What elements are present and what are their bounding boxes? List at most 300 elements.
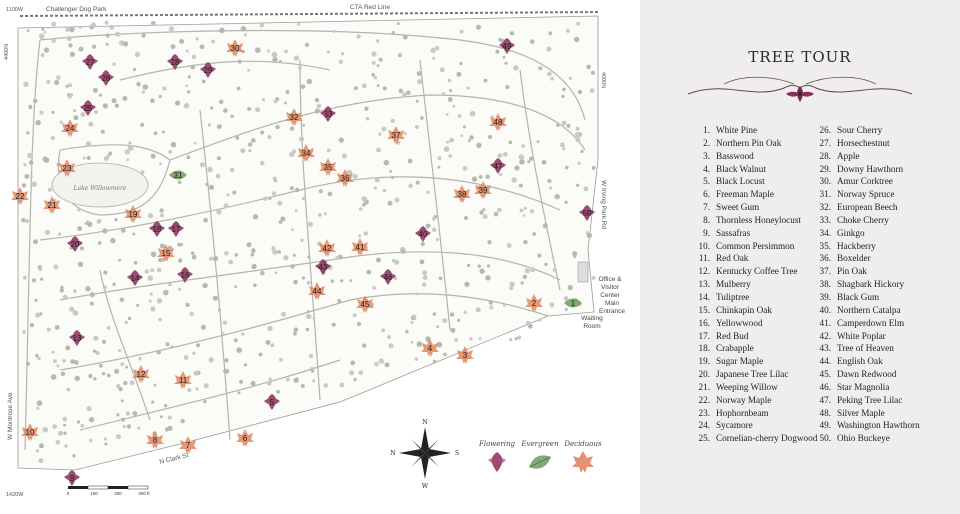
- tree-dot: [202, 80, 206, 84]
- tree-dot: [260, 130, 264, 134]
- legend-evergreen: Evergreen: [521, 440, 559, 448]
- tree-number: 30.: [819, 176, 831, 187]
- tree-dot: [63, 432, 66, 435]
- tree-name: Horsechestnut: [837, 137, 890, 148]
- tree-dot: [389, 170, 392, 173]
- tree-dot: [200, 44, 205, 49]
- tree-list-item: [809, 304, 920, 317]
- tree-marker-number: 48: [493, 118, 503, 127]
- tree-dot: [537, 140, 540, 143]
- tree-dot: [112, 98, 117, 103]
- tree-marker-number: 37: [391, 131, 401, 140]
- tree-list-item: [809, 317, 920, 330]
- tree-list-item: [809, 368, 920, 381]
- tree-dot: [464, 216, 468, 220]
- tree-dot: [27, 29, 30, 32]
- tree-dot: [21, 218, 25, 222]
- tree-name: Black Walnut: [716, 163, 766, 174]
- tree-dot: [41, 28, 44, 31]
- tree-dot: [327, 51, 330, 54]
- tree-dot: [415, 292, 418, 295]
- tree-dot: [358, 234, 361, 237]
- tree-number: 17.: [698, 330, 710, 341]
- tree-dot: [60, 288, 64, 292]
- tree-dot: [359, 207, 363, 211]
- tree-dot: [185, 85, 188, 88]
- tree-name: Camperdown Elm: [837, 317, 905, 328]
- tree-dot: [260, 271, 265, 276]
- tree-marker-number: 25: [83, 104, 93, 113]
- tree-list-item: [809, 407, 920, 420]
- tree-marker-number: 4: [427, 344, 433, 353]
- tree-dot: [162, 131, 165, 134]
- tree-dot: [507, 243, 512, 248]
- tree-list-item: [809, 163, 920, 176]
- tree-dot: [420, 116, 424, 120]
- tree-dot: [560, 143, 565, 148]
- tree-dot: [280, 217, 285, 222]
- tree-marker-number: 40: [418, 230, 428, 239]
- office-label-1: Office &: [598, 276, 622, 283]
- tree-dot: [340, 383, 345, 388]
- tree-list-item: [688, 317, 817, 330]
- tree-dot: [125, 149, 130, 154]
- tree-dot: [583, 187, 588, 192]
- tree-dot: [75, 376, 80, 381]
- tree-number: 5.: [703, 176, 710, 187]
- tree-dot: [73, 115, 78, 120]
- flourish-ornament-icon: [684, 70, 916, 106]
- tree-dot: [137, 427, 140, 430]
- tree-dot: [452, 105, 455, 108]
- tree-dot: [340, 279, 343, 282]
- tree-dot: [86, 220, 89, 223]
- tree-dot: [24, 174, 29, 179]
- tree-dot: [388, 201, 393, 206]
- tree-list-item: [688, 201, 817, 214]
- tree-dot: [171, 346, 174, 349]
- tree-dot: [105, 21, 109, 25]
- tree-dot: [51, 374, 57, 380]
- tree-dot: [498, 153, 503, 158]
- tree-number: 19.: [698, 356, 710, 367]
- tree-dot: [384, 160, 390, 166]
- tree-dot: [374, 76, 377, 79]
- tree-dot: [495, 50, 499, 54]
- tree-dot: [93, 350, 96, 353]
- tree-dot: [315, 98, 319, 102]
- svg-text:S: S: [454, 450, 460, 457]
- tree-dot: [154, 131, 158, 135]
- tree-marker-number: 33: [323, 110, 333, 119]
- tree-name: Northern Pin Oak: [716, 137, 782, 148]
- tree-dot: [436, 238, 439, 241]
- tree-name: Tuliptree: [716, 291, 750, 302]
- tree-dot: [408, 184, 412, 188]
- tree-dot: [488, 135, 492, 139]
- tree-dot: [443, 353, 447, 357]
- tree-dot: [456, 72, 461, 77]
- tree-name: Freeman Maple: [716, 189, 774, 200]
- tree-dot: [43, 427, 49, 433]
- tree-dot: [417, 79, 422, 84]
- tree-dot: [422, 282, 426, 286]
- tree-dot: [33, 239, 38, 244]
- tree-dot: [39, 443, 44, 448]
- tree-dot: [295, 188, 299, 192]
- tree-dot: [190, 65, 195, 70]
- tree-list-item: [688, 291, 817, 304]
- tree-dot: [52, 39, 56, 43]
- tree-dot: [228, 260, 233, 265]
- tree-dot: [489, 300, 493, 304]
- tree-dot: [127, 424, 131, 428]
- tree-number: 36.: [819, 253, 831, 264]
- svg-text:W: W: [421, 483, 429, 490]
- tree-dot: [272, 249, 277, 254]
- tree-dot: [416, 100, 419, 103]
- tree-list-item: [688, 124, 817, 137]
- tree-dot: [141, 33, 145, 37]
- tree-marker-number: 26: [101, 74, 111, 83]
- tree-dot: [98, 241, 102, 245]
- tree-dot: [484, 79, 488, 83]
- tree-list-item: [688, 368, 817, 381]
- tree-dot: [25, 219, 29, 223]
- tree-dot: [52, 111, 55, 114]
- tree-dot: [178, 288, 181, 291]
- tree-list-item: [688, 175, 817, 188]
- tree-dot: [178, 180, 182, 184]
- tree-dot: [54, 80, 59, 85]
- tree-marker-number: 20: [70, 240, 80, 249]
- tree-dot: [290, 186, 294, 190]
- tree-dot: [209, 357, 214, 362]
- tree-marker-number: 38: [457, 190, 467, 199]
- tree-list-item: [688, 227, 817, 240]
- tree-dot: [590, 88, 595, 93]
- tree-dot: [487, 264, 490, 267]
- tree-dot: [205, 183, 208, 186]
- tree-dot: [46, 80, 50, 84]
- tree-marker-number: 47: [493, 162, 503, 171]
- tree-marker-number: 17: [171, 225, 181, 234]
- tree-list-item: [809, 355, 920, 368]
- tree-dot: [69, 307, 74, 312]
- tree-dot: [290, 264, 295, 269]
- tree-dot: [69, 27, 75, 33]
- tree-dot: [107, 326, 111, 330]
- tree-dot: [294, 378, 299, 383]
- tree-marker-number: 11: [178, 376, 188, 385]
- tree-dot: [26, 131, 29, 134]
- tree-dot: [521, 144, 525, 148]
- street-nw-top: 1100W: [6, 7, 24, 13]
- tree-number: 13.: [698, 279, 710, 290]
- tree-dot: [494, 212, 499, 217]
- tree-dot: [305, 43, 309, 47]
- tree-dot: [22, 330, 26, 334]
- tree-dot: [267, 135, 271, 139]
- tree-dot: [150, 98, 155, 103]
- tree-dot: [178, 258, 182, 262]
- tree-dot: [253, 214, 258, 219]
- tree-marker-number: 50: [582, 209, 592, 218]
- tree-dot: [302, 197, 306, 201]
- tree-dot: [562, 88, 566, 92]
- tree-dot: [148, 213, 153, 218]
- tree-number: 10.: [698, 240, 710, 251]
- tree-dot: [332, 323, 336, 327]
- tree-list-item: [688, 342, 817, 355]
- tree-dot: [420, 259, 425, 264]
- tree-dot: [412, 315, 416, 319]
- tree-marker-number: 10: [25, 428, 35, 437]
- tree-name: Thornless Honeylocust: [716, 214, 801, 225]
- tree-dot: [374, 186, 377, 189]
- tree-dot: [277, 201, 282, 206]
- tree-dot: [244, 33, 247, 36]
- tree-name: Downy Hawthorn: [837, 163, 904, 174]
- tree-dot: [435, 46, 440, 51]
- tree-dot: [37, 357, 40, 360]
- tree-dot: [118, 349, 121, 352]
- tree-marker-number: 23: [62, 164, 72, 173]
- tree-dot: [238, 60, 242, 64]
- tree-dot: [35, 312, 40, 317]
- tree-dot: [591, 71, 595, 75]
- tree-dot: [312, 379, 315, 382]
- tree-number: 4.: [703, 163, 710, 174]
- tree-dot: [270, 343, 274, 347]
- tree-dot: [460, 134, 463, 137]
- tree-dot: [29, 160, 34, 165]
- tree-dot: [259, 353, 263, 357]
- tree-dot: [164, 404, 167, 407]
- tree-dot: [219, 28, 225, 34]
- tree-dot: [217, 124, 222, 129]
- tree-name: White Pine: [716, 125, 758, 135]
- tree-dot: [364, 231, 368, 235]
- tree-dot: [574, 37, 579, 42]
- tree-dot: [63, 295, 68, 300]
- tree-number: 34.: [819, 227, 831, 238]
- tree-dot: [444, 146, 450, 152]
- tree-dot: [150, 268, 154, 272]
- tree-dot: [262, 98, 265, 101]
- tree-dot: [55, 325, 60, 330]
- tree-dot: [38, 458, 43, 463]
- tree-name: Washington Hawthorn: [837, 420, 920, 431]
- tree-dot: [483, 214, 488, 219]
- tree-dot: [433, 360, 437, 364]
- tree-dot: [260, 23, 264, 27]
- tree-dot: [526, 321, 531, 326]
- tree-dot: [150, 292, 153, 295]
- tree-dot: [162, 86, 166, 90]
- tree-dot: [426, 191, 430, 195]
- tree-dot: [437, 156, 441, 160]
- tree-dot: [73, 310, 79, 316]
- tree-dot: [272, 191, 276, 195]
- tree-marker-number: 31: [173, 171, 183, 180]
- tree-dot: [169, 26, 174, 31]
- tree-dot: [339, 138, 344, 143]
- tree-dot: [433, 312, 437, 316]
- tree-dot: [377, 64, 380, 67]
- tree-number: 22.: [698, 394, 710, 405]
- tree-dot: [294, 327, 299, 332]
- tree-dot: [267, 49, 270, 52]
- tree-name: Black Gum: [837, 291, 880, 302]
- tree-number: 28.: [819, 150, 831, 161]
- tree-dot: [509, 338, 512, 341]
- tree-dot: [47, 328, 51, 332]
- tree-dot: [274, 99, 278, 103]
- tree-dot: [426, 224, 431, 229]
- tree-dot: [40, 278, 43, 281]
- tree-dot: [505, 62, 508, 65]
- tree-dot: [159, 95, 162, 98]
- tree-dot: [171, 142, 177, 148]
- tree-dot: [562, 121, 567, 126]
- tree-dot: [92, 45, 96, 49]
- tree-dot: [194, 371, 199, 376]
- svg-text:200: 200: [114, 491, 122, 496]
- tree-dot: [114, 369, 119, 374]
- tree-dot: [106, 33, 110, 37]
- tree-dot: [293, 254, 296, 257]
- tree-dot: [78, 262, 83, 267]
- tree-dot: [463, 125, 466, 128]
- tree-dot: [269, 197, 272, 200]
- tree-dot: [479, 210, 483, 214]
- tree-dot: [213, 296, 218, 301]
- tree-dot: [235, 253, 239, 257]
- tree-dot: [586, 65, 591, 70]
- tree-dot: [564, 201, 567, 204]
- tree-dot: [145, 269, 149, 273]
- tree-dot: [309, 354, 313, 358]
- tree-dot: [23, 276, 27, 280]
- tree-number: 18.: [698, 343, 710, 354]
- tree-dot: [157, 268, 162, 273]
- tree-dot: [149, 300, 152, 303]
- tree-dot: [40, 111, 44, 115]
- tree-dot: [94, 110, 98, 114]
- tree-dot: [503, 304, 506, 307]
- tree-marker-number: 27: [85, 58, 95, 67]
- tree-dot: [530, 209, 534, 213]
- tree-dot: [350, 361, 355, 366]
- tree-dot: [575, 137, 580, 142]
- tree-dot: [211, 40, 215, 44]
- tree-marker-number: 34: [301, 149, 311, 158]
- tree-dot: [192, 255, 197, 260]
- tree-dot: [218, 309, 221, 312]
- tree-name: European Beech: [837, 202, 898, 213]
- tree-dot: [432, 217, 436, 221]
- tree-dot: [553, 268, 557, 272]
- tree-dot: [402, 92, 407, 97]
- tree-number: 47.: [819, 394, 831, 405]
- tree-list-item: [688, 278, 817, 291]
- tree-name: Ohio Buckeye: [837, 433, 890, 444]
- tree-dot: [151, 21, 156, 26]
- tree-dot: [244, 363, 247, 366]
- tree-dot: [169, 150, 172, 153]
- tree-number: 40.: [819, 304, 831, 315]
- tree-dot: [88, 374, 92, 378]
- tree-dot: [556, 123, 560, 127]
- tree-dot: [362, 196, 367, 201]
- tree-dot: [209, 257, 213, 261]
- tree-name: Common Persimmon: [716, 240, 795, 251]
- tree-dot: [73, 109, 76, 112]
- tree-dot: [103, 270, 107, 274]
- tree-number: 41.: [819, 317, 831, 328]
- tree-dot: [371, 51, 376, 56]
- tree-dot: [327, 149, 331, 153]
- tree-list-item: [688, 252, 817, 265]
- tree-dot: [222, 332, 225, 335]
- tree-dot: [160, 213, 164, 217]
- tree-list-item: [809, 265, 920, 278]
- tree-dot: [458, 114, 462, 118]
- tree-dot: [349, 370, 354, 375]
- tree-dot: [158, 318, 162, 322]
- tree-dot: [216, 209, 221, 214]
- tree-dot: [39, 267, 43, 271]
- tree-dot: [272, 52, 278, 58]
- tree-number: 11.: [698, 253, 710, 264]
- tree-dot: [80, 424, 84, 428]
- tree-dot: [517, 336, 521, 340]
- tree-marker-number: 18: [152, 225, 162, 234]
- tree-dot: [248, 149, 251, 152]
- tree-dot: [93, 377, 96, 380]
- tree-dot: [232, 191, 236, 195]
- tree-number: 24.: [698, 420, 710, 431]
- tree-dot: [116, 434, 121, 439]
- tree-dot: [510, 31, 514, 35]
- entrance-label-1: Main: [604, 300, 620, 307]
- tree-dot: [464, 282, 469, 287]
- tree-dot: [377, 84, 380, 87]
- tree-dot: [104, 156, 109, 161]
- tree-name: Norway Spruce: [837, 189, 895, 200]
- tree-dot: [408, 159, 413, 164]
- tree-name: Japanese Tree Lilac: [716, 369, 789, 380]
- tree-list-item: [809, 252, 920, 265]
- tree-dot: [252, 264, 257, 269]
- tree-dot: [157, 298, 162, 303]
- tree-dot: [87, 406, 92, 411]
- tree-dot: [223, 321, 227, 325]
- tree-dot: [505, 85, 509, 89]
- tree-list-item: [809, 394, 920, 407]
- tree-number: 27.: [819, 137, 831, 148]
- tree-dot: [410, 321, 413, 324]
- tree-dot: [546, 47, 551, 52]
- tree-number: 9.: [703, 227, 710, 238]
- tree-dot: [223, 108, 228, 113]
- tree-dot: [387, 335, 391, 339]
- tree-list-item: [688, 419, 817, 432]
- tree-name: Sassafras: [716, 227, 751, 238]
- tree-dot: [194, 142, 197, 145]
- tree-list-item: [688, 355, 817, 368]
